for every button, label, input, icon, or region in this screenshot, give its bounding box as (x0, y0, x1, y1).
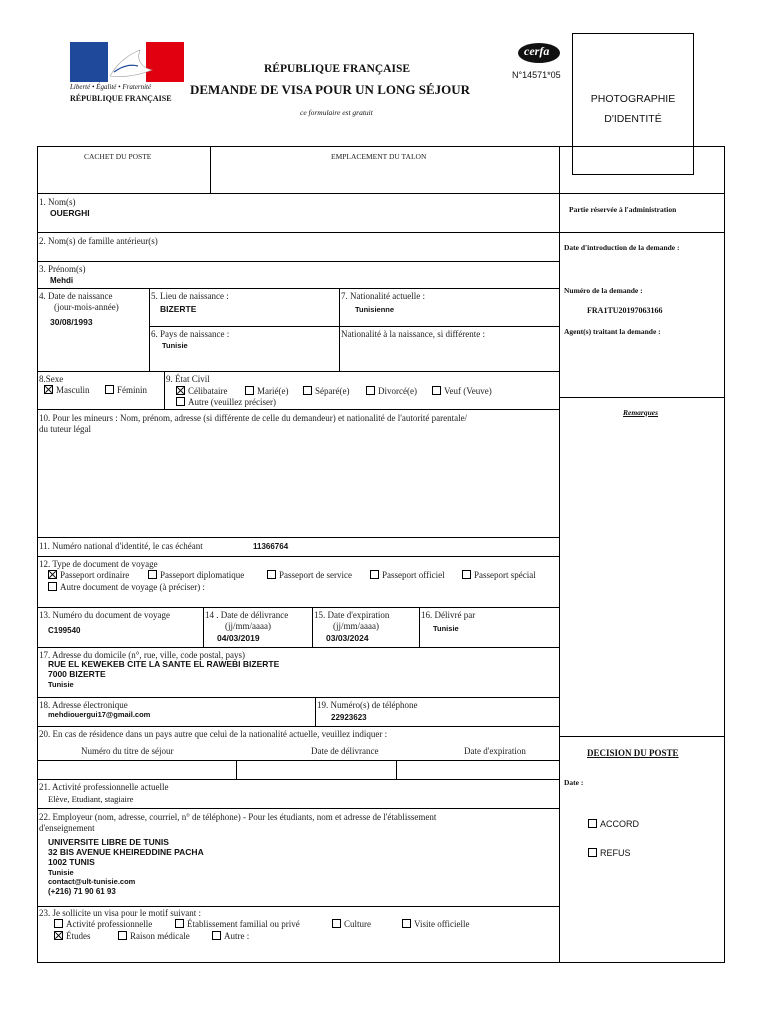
f20-col3: Date d'expiration (464, 746, 526, 756)
photo-label: PHOTOGRAPHIE (590, 93, 676, 105)
checkbox-checked-icon[interactable] (48, 570, 57, 579)
free-notice: ce formulaire est gratuit (300, 108, 373, 117)
admin-title: Partie réservée à l'administration (569, 205, 677, 214)
purpose-studies-option[interactable]: Études (54, 931, 91, 942)
checkbox-icon[interactable] (432, 386, 441, 395)
checkbox-icon[interactable] (148, 570, 157, 579)
doc-ordinary-option[interactable]: Passeport ordinaire (48, 570, 129, 581)
f21-label: 21. Activité professionnelle actuelle (39, 782, 169, 792)
form-title: DEMANDE DE VISA POUR UN LONG SÉJOUR (190, 82, 471, 97)
f1-label: 1. Nom(s) (39, 197, 76, 207)
f10-label: 10. Pour les mineurs : Nom, prénom, adresse (si différente de celle du demandeur) et nationalité de l'autorité parentale/ (39, 413, 468, 423)
checkbox-icon[interactable] (462, 570, 471, 579)
checkbox-icon[interactable] (212, 931, 221, 940)
f20-label: 20. En cas de résidence dans un pays autre que celui de la nationalité actuelle, veuillez indiquer : (39, 729, 388, 739)
f14-sub: (jj/mm/aaaa) (225, 621, 271, 631)
f19-value[interactable]: 22923623 (331, 713, 367, 722)
f16-label: 16. Délivré par (421, 610, 476, 620)
f5-label: 5. Lieu de naissance : (151, 291, 229, 301)
sex-female-option[interactable]: Féminin (105, 385, 147, 396)
purpose-medical-option[interactable]: Raison médicale (118, 931, 190, 942)
checkbox-icon[interactable] (175, 919, 184, 928)
civil-married-option[interactable]: Marié(e) (245, 386, 288, 397)
purpose-official-option[interactable]: Visite officielle (402, 919, 470, 930)
f7-label: 7. Nationalité actuelle : (341, 291, 425, 301)
checkbox-icon[interactable] (588, 848, 597, 857)
f20-col1: Numéro du titre de séjour (81, 746, 174, 756)
f22-line1[interactable]: UNIVERSITE LIBRE DE TUNIS (48, 837, 169, 847)
f22-line4[interactable]: Tunisie (48, 868, 74, 877)
f15-sub: (jj/mm/aaaa) (333, 621, 379, 631)
f13-label: 13. Numéro du document de voyage (39, 610, 170, 620)
f20-col2: Date de délivrance (311, 746, 379, 756)
admin-date-intro: Date d'introduction de la demande : (564, 243, 680, 252)
checkbox-icon[interactable] (303, 386, 312, 395)
checkbox-icon[interactable] (245, 386, 254, 395)
checkbox-icon[interactable] (105, 385, 114, 394)
admin-num-label: Numéro de la demande : (564, 286, 643, 295)
doc-service-option[interactable]: Passeport de service (267, 570, 352, 581)
purpose-culture-option[interactable]: Culture (332, 919, 371, 930)
f6-value[interactable]: Tunisie (162, 341, 188, 350)
doc-special-option[interactable]: Passeport spécial (462, 570, 536, 581)
f17-line1[interactable]: RUE EL KEWEKEB CITE LA SANTE EL RAWEBI BIZERTE (48, 659, 280, 669)
cerfa-number: N°14571*05 (512, 70, 561, 80)
doc-other-option[interactable]: Autre document de voyage (à préciser) : (48, 582, 205, 593)
admin-agent: Agent(s) traitant la demande : (564, 327, 661, 336)
f13-value[interactable]: C199540 (48, 626, 81, 635)
f16-value[interactable]: Tunisie (433, 624, 459, 633)
talon-label: EMPLACEMENT DU TALON (331, 152, 427, 161)
f19-label: 19. Numéro(s) de téléphone (317, 700, 418, 710)
f15-value[interactable]: 03/03/2024 (326, 633, 369, 643)
checkbox-icon[interactable] (366, 386, 375, 395)
f10-label-2: du tuteur légal (39, 424, 91, 434)
refus-option[interactable]: REFUS (588, 848, 631, 859)
f15-label: 15. Date d'expiration (314, 610, 390, 620)
checkbox-checked-icon[interactable] (176, 386, 185, 395)
purpose-pro-option[interactable]: Activité professionnelle (54, 919, 152, 930)
marianne-flag-icon (70, 42, 184, 82)
photo-label-2: D'IDENTITÉ (604, 113, 662, 125)
checkbox-icon[interactable] (176, 397, 185, 406)
f12-label: 12. Type de document de voyage (39, 559, 158, 569)
checkbox-checked-icon[interactable] (44, 385, 53, 394)
accord-option[interactable]: ACCORD (588, 819, 639, 830)
republic-logo (70, 42, 184, 104)
civil-single-option[interactable]: Célibataire (176, 386, 227, 397)
f22-line6[interactable]: (+216) 71 90 61 93 (48, 887, 116, 896)
civil-separated-option[interactable]: Séparé(e) (303, 386, 349, 397)
decision-date: Date : (564, 778, 584, 787)
checkbox-icon[interactable] (48, 582, 57, 591)
f8-label: 8.Sexe (39, 374, 64, 384)
cachet-label: CACHET DU POSTE (84, 152, 152, 161)
checkbox-icon[interactable] (370, 570, 379, 579)
f22-label: 22. Employeur (nom, adresse, courriel, n° de téléphone) - Pour les étudiants, nom et adresse de l'établissement (39, 812, 437, 822)
f17-line3[interactable]: Tunisie (48, 680, 74, 689)
doc-diplomatic-option[interactable]: Passeport diplomatique (148, 570, 244, 581)
republic-title: RÉPUBLIQUE FRANÇAISE (264, 63, 411, 75)
f11-label: 11. Numéro national d'identité, le cas échéant (39, 541, 203, 551)
civil-widow-option[interactable]: Veuf (Veuve) (432, 386, 492, 397)
civil-divorced-option[interactable]: Divorcé(e) (366, 386, 417, 397)
f4-sub: (jour-mois-année) (54, 302, 119, 312)
checkbox-icon[interactable] (588, 819, 597, 828)
f7b-label: Nationalité à la naissance, si différente : (341, 329, 486, 339)
civil-other-option[interactable]: Autre (veuillez préciser) (176, 397, 276, 408)
f18-label: 18. Adresse électronique (39, 700, 128, 710)
purpose-other-option[interactable]: Autre : (212, 931, 249, 942)
f3-label: 3. Prénom(s) (39, 264, 86, 274)
f17-line2[interactable]: 7000 BIZERTE (48, 669, 106, 679)
f14-value[interactable]: 04/03/2019 (217, 633, 260, 643)
f5-value[interactable]: BIZERTE (160, 304, 197, 314)
f4-label: 4. Date de naissance (39, 291, 113, 301)
f17-label: 17. Adresse du domicile (n°, rue, ville, code postal, pays) (39, 650, 246, 660)
f22-line5[interactable]: contact@ult-tunisie.com (48, 877, 136, 886)
admin-remarks: Remarques (623, 408, 659, 417)
f21-value[interactable]: Elève, Etudiant, stagiaire (48, 794, 134, 804)
cerfa-logo: cerfa (517, 42, 561, 64)
checkbox-icon[interactable] (332, 919, 341, 928)
f4-value[interactable]: 30/08/1993 (50, 317, 93, 327)
checkbox-icon[interactable] (118, 931, 127, 940)
f11-value[interactable]: 11366764 (253, 542, 289, 551)
f2-label: 2. Nom(s) de famille antérieur(s) (39, 236, 158, 246)
checkbox-icon[interactable] (267, 570, 276, 579)
f3-value[interactable]: Mehdi (50, 276, 74, 285)
checkbox-checked-icon[interactable] (54, 931, 63, 940)
republic-logo-text: RÉPUBLIQUE FRANÇAISE (70, 94, 172, 103)
f7-value[interactable]: Tunisienne (355, 305, 395, 314)
f6-label: 6. Pays de naissance : (151, 329, 230, 339)
f1-value[interactable]: OUERGHI (50, 208, 90, 218)
admin-num-value: FRA1TU20197063166 (587, 306, 663, 315)
f23-label: 23. Je sollicite un visa pour le motif suivant : (39, 908, 201, 918)
checkbox-icon[interactable] (402, 919, 411, 928)
checkbox-icon[interactable] (54, 919, 63, 928)
sex-male-option[interactable]: Masculin (44, 385, 90, 396)
doc-official-option[interactable]: Passeport officiel (370, 570, 445, 581)
purpose-family-option[interactable]: Établissement familial ou privé (175, 919, 300, 930)
f22-line3[interactable]: 1002 TUNIS (48, 857, 95, 867)
f18-value[interactable]: mehdiouergui17@gmail.com (48, 710, 151, 719)
f14-label: 14 . Date de délivrance (205, 610, 289, 620)
decision-title: DECISION DU POSTE (587, 748, 679, 758)
f9-label: 9. État Civil (166, 374, 210, 384)
motto: Liberté • Égalité • Fraternité (70, 83, 152, 91)
f22-label-2: d'enseignement (39, 823, 95, 833)
f22-line2[interactable]: 32 BIS AVENUE KHEIREDDINE PACHA (48, 847, 204, 857)
